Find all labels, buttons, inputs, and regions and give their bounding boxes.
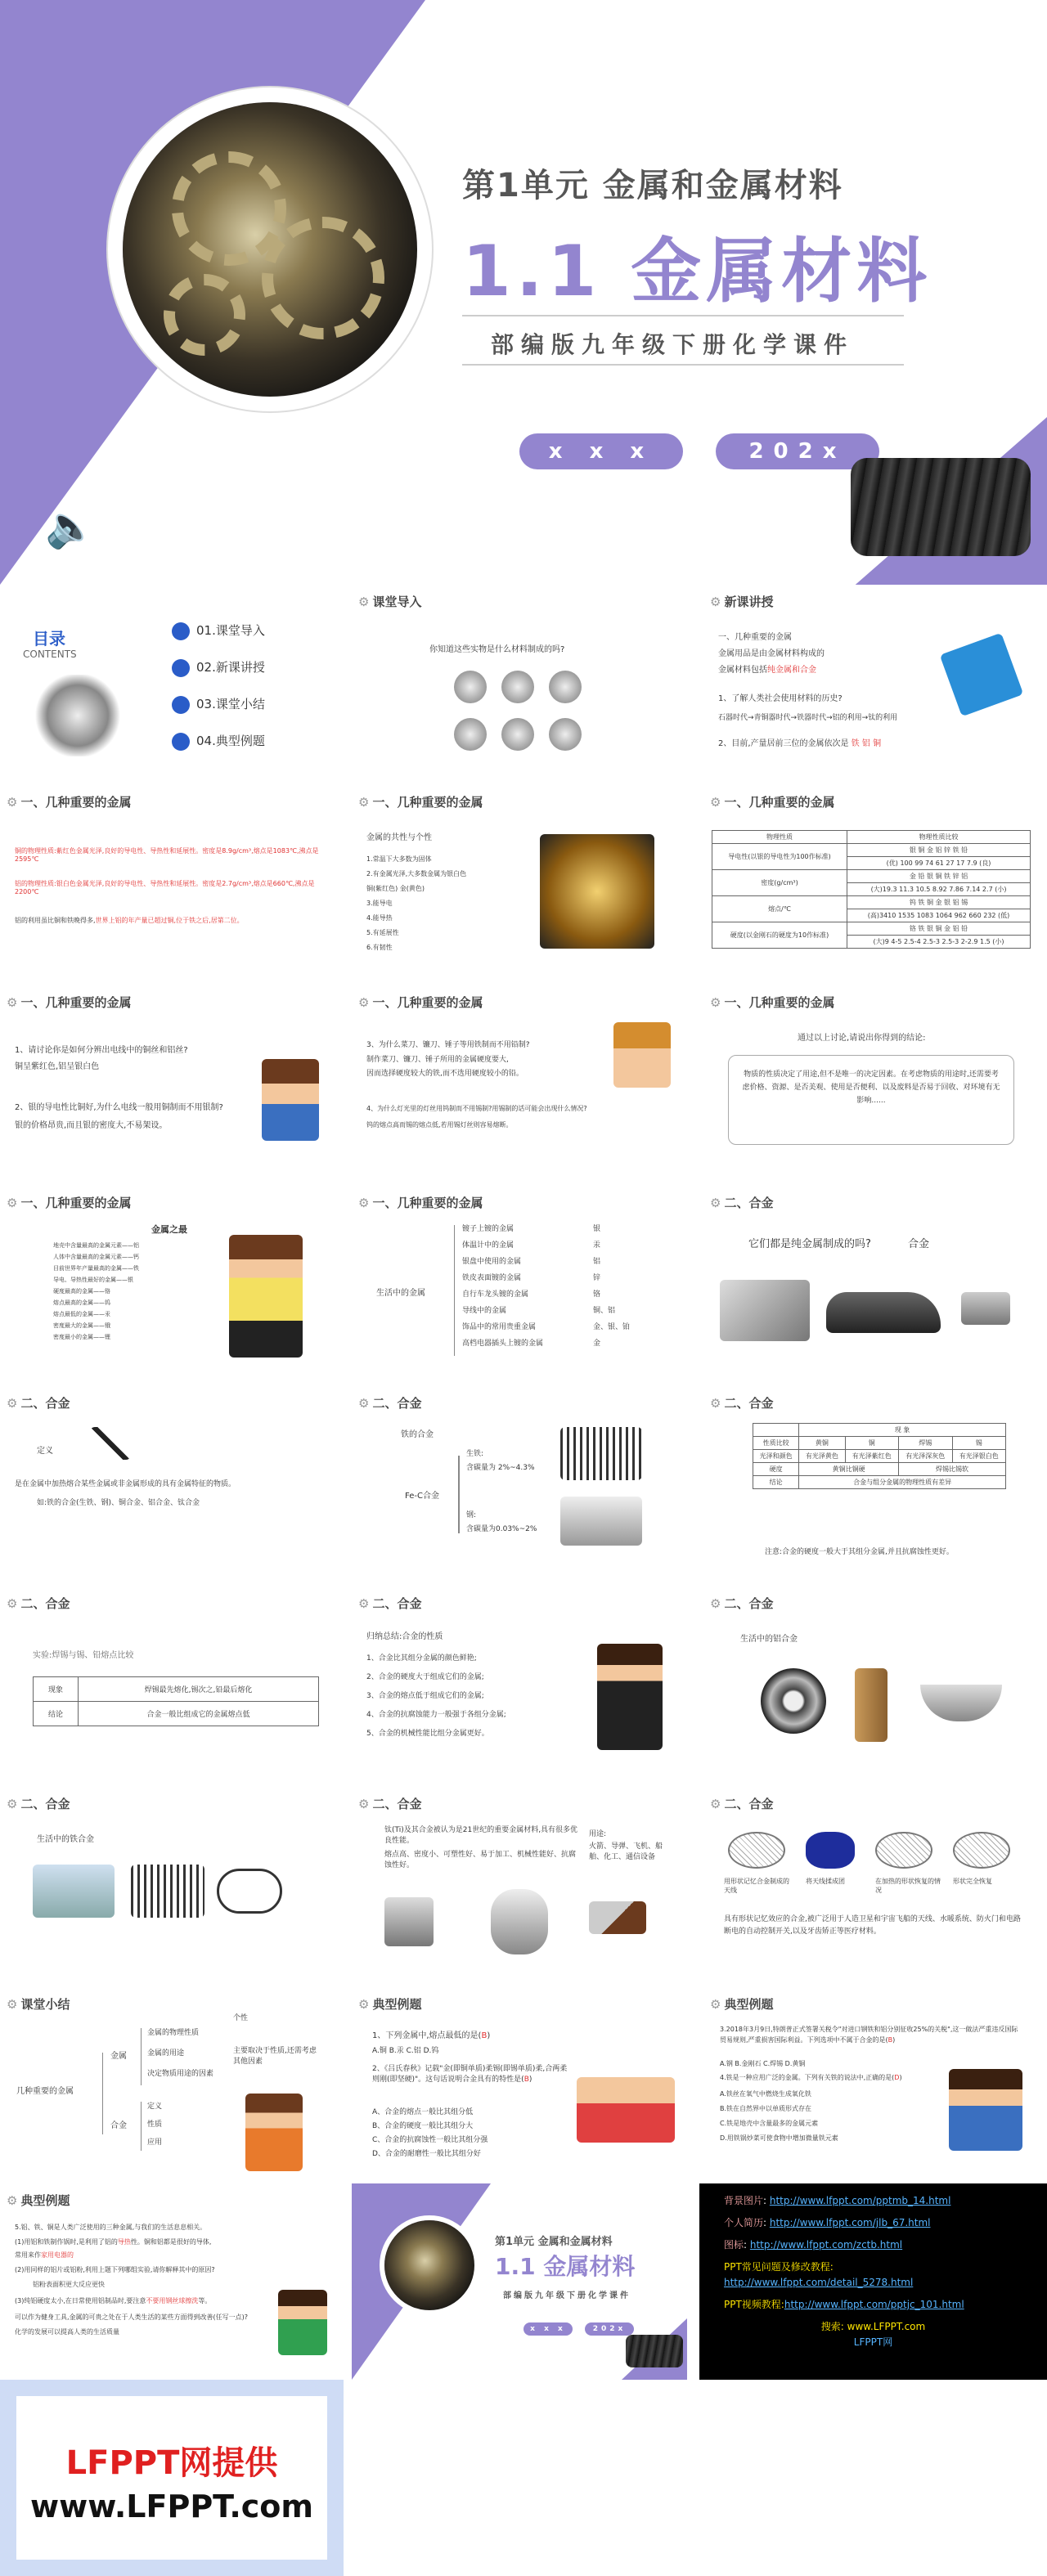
text-line: 4、合金的抗腐蚀能力一般强于各组分金属; (366, 1711, 506, 1719)
text-line: 2、目前,产量居前三位的金属依次是 铁 铝 铜 (718, 739, 882, 748)
tree-item: 应用 (147, 2138, 163, 2147)
tree-branch: 金属 (110, 2052, 127, 2061)
note-line: 注意:合金的硬度一般大于其组分金属,并且抗腐蚀性更好。 (765, 1548, 954, 1556)
slide-alloy-4 (703, 1386, 1039, 1576)
text-line: 实验:焊锡与锡、铅熔点比较 (33, 1651, 134, 1660)
toc-item-3[interactable]: 03.课堂小结 (172, 695, 265, 714)
text-line: 3、合金的熔点低于组成它们的金属; (366, 1692, 484, 1700)
end-subtitle: 部编版九年级下册化学课件 (503, 2291, 631, 2300)
iron-gate-image (560, 1427, 642, 1480)
author-pill: x x x (519, 433, 683, 469)
text-line: D、合金的耐磨性一般比其组分好 (372, 2150, 481, 2158)
slide-heading: ⚙ 一、几种重要的金属 (710, 995, 835, 1010)
ad-link[interactable]: PPT视频教程:http://www.lfppt.com/pptjc_101.html (724, 2299, 964, 2310)
steel-spoons-image (560, 1497, 642, 1546)
ad-brand: LFPPT网 (853, 2336, 893, 2348)
text-line: 火箭、导弹、飞机、船舶、化工、通信设备 (589, 1842, 663, 1861)
alloy-comparison-table: 现 象 性质比较 黄铜 铜 焊锡 锡 光泽和颜色 有光泽黄色 有光泽紫红色 有光泽深灰色 有光泽银白色 硬度 黄铜比铜硬 焊锡比锡软 结论 合金与组分金属的物理性质有差异 (753, 1423, 1006, 1489)
slide-example-1 (352, 1987, 687, 2177)
hero-unit: 第1单元 金属和金属材料 (462, 167, 843, 204)
tree-item: 银盘中使用的金属 (462, 1258, 522, 1266)
answer-line: 银的价格昂贵,而且银的密度大,不易架设。 (15, 1121, 168, 1130)
slide-heading: ⚙ 一、几种重要的金属 (7, 995, 132, 1010)
text-line: C.铁是地壳中含量最多的金属元素 (720, 2120, 819, 2127)
text-line: 人体中含量最高的金属元素——钙 (53, 1254, 139, 1260)
text-line: B、合金的硬度一般比其组分大 (372, 2122, 474, 2130)
text-line: 定义 (37, 1447, 53, 1456)
caption: 将天线揉成团 (806, 1878, 845, 1885)
reading-kids-illustration (577, 2077, 675, 2143)
text-line: (1)用铝和铁制作锅时,是利用了铝的导热性。铜和铝都是很好的导体, (15, 2238, 212, 2246)
slide-example-2 (703, 1987, 1039, 2177)
ad-link[interactable]: 背景图片: http://www.lfppt.com/pptmb_14.html (724, 2195, 951, 2206)
text-line: 1、下列金属中,熔点最低的是(B) (372, 2031, 491, 2040)
text-line: 钛(Ti)及其合金被认为是21世纪的重要金属材料,具有很多优良性能。 (384, 1826, 578, 1845)
tree-value: 铝 (593, 1258, 601, 1266)
ad-search: 搜索: www.LFPPT.com (820, 2321, 926, 2332)
thinking-illustration (613, 1022, 671, 1088)
text-line: 2、银的导电性比铜好,为什么电线一般用铜制而不用银制? (15, 1103, 223, 1112)
tree-item: 主要取决于性质,还需考虑其他因素 (233, 2047, 317, 2066)
slide-alloy-8 (0, 1787, 335, 1977)
tree-value: 金 (593, 1340, 601, 1348)
text-line: 目前世界年产量最高的金属——铁 (53, 1265, 139, 1272)
text-line: 一、几种重要的金属 (718, 633, 792, 642)
cables-image (626, 2335, 683, 2367)
slide-heading: ⚙ 典型例题 (710, 1997, 774, 2012)
bridge-image (33, 1865, 115, 1918)
footer-line-1: LFPPT网提供 (65, 2444, 278, 2482)
slide-heading: ⚙ 二、合金 (710, 1596, 774, 1611)
experiment-table: 现象 焊锡最先熔化,锡次之,铅最后熔化 结论 合金一般比组成它的金属熔点低 (33, 1676, 319, 1726)
text-line: 生铁: (466, 1450, 484, 1458)
slide-alloy-1 (703, 1186, 1039, 1376)
screw-image (384, 1897, 434, 1946)
slide-metal-2 (352, 785, 687, 975)
tree-value: 铜、铝 (593, 1307, 616, 1315)
slide-heading: ⚙ 典型例题 (358, 1997, 422, 2012)
slide-heading: ⚙ 二、合金 (7, 1396, 70, 1411)
slide-metal-4 (0, 985, 335, 1175)
slide-alloy-2 (0, 1386, 335, 1576)
tree-value: 银 (593, 1225, 601, 1233)
divider (462, 315, 904, 316)
text-line: 铜(紫红色) 金(黄色) (366, 885, 425, 892)
gears-image (384, 2220, 474, 2310)
text-line: 熔点最高的金属——钨 (53, 1299, 110, 1306)
ad-link[interactable]: http://www.lfppt.com/detail_5278.html (724, 2277, 914, 2288)
text-line: 金属之最 (151, 1224, 187, 1235)
end-unit: 第1单元 金属和金属材料 (495, 2236, 613, 2248)
text-line: 3.2018年3月9日,特朗普正式签署关税令"对进口钢铁和铝分别征收25%的关税",这一做法严重违反国际贸易规则,严重损害国际利益。下列选项中不属于合金的是(B) (720, 2026, 1018, 2044)
screw-image (961, 1292, 1010, 1325)
tree-item: 个性 (233, 2014, 249, 2022)
tree-item: 自行车龙头镀的金属 (462, 1290, 529, 1299)
slide-heading: ⚙ 二、合金 (710, 1797, 774, 1811)
answer-line: 铝粉表面积更大反应更快 (33, 2281, 105, 2288)
author-pill: x x x (524, 2322, 573, 2336)
text-line: 3.能导电 (366, 900, 393, 907)
faucet-image (720, 1280, 810, 1341)
bicycle-image (217, 1869, 282, 1914)
text-line: 金属材料包括纯金属和合金 (718, 666, 816, 675)
text-line: A.铜 B.汞 C.铝 D.钨 (372, 2047, 439, 2055)
hero-title: 1.1 金属材料 (462, 231, 932, 312)
text-line: 4.能导热 (366, 914, 393, 922)
slide-heading: ⚙ 二、合金 (710, 1396, 774, 1411)
text-line: 1、合金比其组分金属的颜色鲜艳; (366, 1654, 477, 1663)
text-line: 1、请讨论你是如何分辨出电线中的铜丝和铝丝? (15, 1046, 188, 1055)
tree-root: 生活中的金属 (376, 1289, 425, 1298)
footer-line-2[interactable]: www.LFPPT.com (29, 2488, 313, 2524)
tree-branch: 合金 (110, 2121, 127, 2130)
toc-en: CONTENTS (23, 648, 77, 660)
text-line: 3、为什么菜刀、镰刀、锤子等用铁制而不用铅制? (366, 1041, 530, 1049)
tree-item: 高档电器插头上镀的金属 (462, 1340, 544, 1348)
text-line: 密度最大的金属——锇 (53, 1322, 110, 1329)
slide-heading: ⚙ 二、合金 (7, 1797, 70, 1811)
text-line: 归纳总结:合金的性质 (366, 1632, 443, 1641)
slide-summary (0, 1987, 335, 2177)
text-line: 生活中的铁合金 (37, 1835, 94, 1844)
slide-heading: ⚙ 课堂导入 (358, 595, 422, 609)
iron-gate-image (131, 1865, 204, 1918)
tree-item: 饰品中的常用贵重金属 (462, 1323, 537, 1331)
slide-heading: ⚙ 一、几种重要的金属 (358, 795, 483, 810)
text-line: 熔点高、密度小、可塑性好、易于加工、机械性能好、抗腐蚀性好。 (384, 1851, 577, 1869)
text-line: 用途: (589, 1830, 607, 1838)
slide-alloy-5 (0, 1586, 335, 1776)
ad-label: PPT常见问题及修改教程: (724, 2261, 834, 2273)
students-illustration (949, 2069, 1022, 2151)
text-line: 是在金属中加热熔合某些金属或非金属形成的具有金属特征的物质。 (15, 1480, 236, 1488)
text-line: 5.有延展性 (366, 929, 399, 936)
tree-item: 金属的物理性质 (147, 2029, 200, 2037)
slide-heading: ⚙ 二、合金 (7, 1596, 70, 1611)
gears-image (123, 102, 417, 397)
tree-value: 汞 (593, 1241, 601, 1250)
slide-heading: ⚙ 一、几种重要的金属 (7, 795, 132, 810)
slide-metal-7 (0, 1186, 335, 1376)
tree-item: 定义 (147, 2103, 163, 2111)
wheel-image (761, 1668, 826, 1734)
text-line: 1、了解人类社会使用材料的历史? (718, 694, 843, 703)
slide-metal-3 (703, 785, 1039, 975)
slide-metal-6 (703, 985, 1039, 1175)
toc-item-1[interactable]: 01.课堂导入 (172, 622, 265, 640)
cables-image (851, 458, 1031, 556)
text-line: 它们都是纯金属制成的吗? (748, 1238, 871, 1250)
caption: 形状完全恢复 (953, 1878, 992, 1885)
student-illustration (278, 2290, 327, 2355)
year-pill: 202x (585, 2322, 634, 2336)
text-line: (3)纯铝硬度太小,在日常使用铝制品时,要注意不要用钢丝球擦洗等。 (15, 2297, 212, 2304)
tree-item: 性质 (147, 2120, 163, 2129)
slide-heading: ⚙ 二、合金 (358, 1596, 422, 1611)
antenna-image (875, 1832, 932, 1869)
slide-alloy-6 (352, 1586, 687, 1776)
text-line: 通过以上讨论,请说出你得到的结论: (798, 1034, 926, 1043)
text-line: 2.有金属光泽,大多数金属为银白色 (366, 870, 467, 877)
tree-item: 镀子上镀的金属 (462, 1225, 515, 1233)
text-line: 石器时代→青铜器时代→铁器时代→铝的利用→钛的利用 (718, 714, 898, 722)
chains-image (540, 834, 654, 949)
tree-item: 决定物质用途的因素 (147, 2070, 214, 2078)
ad-panel (699, 2183, 1047, 2380)
slide-heading: ⚙ 二、合金 (710, 1196, 774, 1210)
answer-line: 因而选择硬度较大的铁,而不选用硬度较小的铅。 (366, 1070, 524, 1078)
tree-value: 锌 (593, 1274, 601, 1282)
slide-heading: ⚙ 一、几种重要的金属 (7, 1196, 132, 1210)
gear-illustration (33, 675, 123, 756)
tree-root: 几种重要的金属 (16, 2087, 74, 2096)
text-line: 熔点最低的金属——汞 (53, 1311, 110, 1317)
text-line: 金属的共性与个性 (366, 833, 432, 842)
crumpled-antenna-image (806, 1832, 855, 1869)
answer-line: 钨的熔点高而锡的熔点低,若用锡灯丝则容易熔断。 (366, 1121, 513, 1129)
pen-icon (90, 1427, 131, 1460)
conclusion-box: 物质的性质决定了用途,但不是唯一的决定因素。在考虑物质的用途时,还需要考虑价格、资源、是否美观、使用是否便利、以及废料是否易于回收、对环境有无影响...... (728, 1055, 1014, 1145)
title-slide (0, 0, 1047, 585)
toc-title: 目录 (33, 629, 65, 648)
wok-image (920, 1685, 1002, 1721)
year-pill: 202x (716, 433, 879, 469)
property-table: 物理性质 物理性质比较 导电性(以银的导电性为100作标准) 银 铜 金 铝 锌 铁 铅 (优) 100 99 74 61 27 17 7.9 (良) 密度(g/cm³) 金 铅 银 铜 铁 锌 铝 (大)19.3 11.3 10.5 8.92 7.86 7.14 2.7 (小) 熔点/℃ 钨 铁 铜 金 银 铝 锡 (高)3410 1535 1083 1064 962 660 232 (低) 硬度(以金刚石的硬度为10作标准) 铬 铁 银 铜 金 铝 铅 (大)9 4-5 2.5-4 2.5-3 2.5-3 2-2.9 1.5 (小) (712, 830, 1031, 949)
slide-alloy-7 (703, 1586, 1039, 1776)
slide-alloy-3 (352, 1386, 687, 1576)
answer-line: 化学的发展可以提高人类的生活质量 (15, 2328, 119, 2336)
slide-alloy-10 (703, 1787, 1039, 1977)
text-line: 6.有韧性 (366, 944, 393, 951)
slide-heading: ⚙ 一、几种重要的金属 (710, 795, 835, 810)
text-line: 地壳中含量最高的金属元素——铝 (53, 1242, 139, 1249)
teacher-illustration (229, 1235, 303, 1358)
text-line: 如:铁的合金(生铁、钢)、铜合金、铝合金、钛合金 (37, 1499, 200, 1507)
tree-item: 导线中的金属 (462, 1307, 507, 1315)
ad-link[interactable]: 个人简历: http://www.lfppt.com/jlb_67.html (724, 2217, 931, 2228)
slide-heading: ⚙ 新课讲授 (710, 595, 774, 609)
text-line: D.用铁锅炒菜可使食物中增加微量铁元素 (720, 2134, 838, 2142)
text-line: 4、为什么灯光里的灯丝用钨制而不用锡制?用锡制的话可能会出现什么情况? (366, 1105, 587, 1112)
ad-link[interactable]: 图标: http://www.lfppt.com/zctb.html (724, 2239, 903, 2251)
teacher-illustration (262, 1059, 319, 1141)
text-line: A.铁丝在氧气中燃烧生成氧化铁 (720, 2090, 811, 2098)
bolts-image (454, 671, 585, 751)
text-line: 生活中的铝合金 (740, 1635, 798, 1644)
antenna-image (953, 1832, 1010, 1869)
footer-banner (0, 2380, 344, 2576)
toc-item-2[interactable]: 02.新课讲授 (172, 658, 265, 677)
text-line: 可以作为健身工具,金属的可贵之处在于人类生活的某些方面得到改善(任写一点)? (15, 2313, 249, 2321)
tree-item: 体温计中的金属 (462, 1241, 515, 1250)
speaker-icon[interactable]: 🔈 (45, 503, 97, 550)
robot-image (491, 1889, 548, 1954)
end-title: 1.1 金属材料 (495, 2253, 636, 2280)
text-line: 合金 (908, 1238, 930, 1250)
slide-new-lesson (703, 585, 1039, 774)
text-line: 铝的物理性质:银白色金属光泽,良好的导电性、导热性和延展性。密度是2.7g/cm³,熔点是660℃,沸点是2200℃ (15, 880, 315, 895)
slide-heading: ⚙ 典型例题 (7, 2193, 70, 2208)
text-line: Fe-C合金 (405, 1492, 439, 1501)
text-line: 5、合金的机械性能比组分金属更好。 (366, 1730, 489, 1738)
slide-metal-5 (352, 985, 687, 1175)
caption: 在加热的形状恢复的情况 (875, 1878, 941, 1894)
text-line: 4.铁是一种应用广泛的金属。下列有关铁的说法中,正确的是(D) (720, 2074, 902, 2081)
slide-intro (352, 585, 687, 774)
tree-item: 铁皮表面镀的金属 (462, 1274, 522, 1282)
tree-item: 金属的用途 (147, 2049, 185, 2058)
text-line: 铝的利用虽比铜和铁晚得多,世界上铝的年产量已超过铜,位于铁之后,居第二位。 (15, 917, 244, 924)
text-line: (2)用同样的铝片或铝粉,利用上题下列哪组实验,请你解释其中的原因? (15, 2266, 215, 2273)
text-line: A、合金的熔点一般比其组分低 (372, 2108, 474, 2116)
answer-line: 制作菜刀、镰刀、锤子所用的金属硬度要大, (366, 1056, 509, 1064)
divider (462, 364, 904, 366)
text-line: 5.铝、铁、铜是人类广泛使用的三种金属,与我们的生活息息相关。 (15, 2224, 207, 2231)
slide-metal-1 (0, 785, 335, 975)
text-line: 导电、导热性最好的金属——银 (53, 1277, 133, 1283)
text-line: C、合金的抗腐蚀性一般比其组分强 (372, 2136, 488, 2144)
text-line: 常用来作家用电器的 (15, 2251, 74, 2259)
student-illustration (245, 2094, 303, 2171)
answer-line: 铜呈紫红色,铝呈银白色 (15, 1062, 100, 1071)
slide-heading: ⚙ 二、合金 (358, 1396, 422, 1411)
door-handle-image (855, 1668, 887, 1742)
intro-question: 你知道这些实物是什么材料制成的吗? (429, 645, 565, 654)
text-line: 1.常温下大多数为固体 (366, 855, 432, 863)
slide-end (352, 2183, 687, 2380)
slide-toc (0, 585, 335, 774)
book-illustration (940, 633, 1024, 717)
slide-heading: ⚙ 二、合金 (358, 1797, 422, 1811)
text-line: 具有形状记忆效应的合金,被广泛用于人造卫星和宇宙飞船的天线、水暖系统、防火门和电路断电的自动控制开关,以及牙齿矫正等医疗材料。 (724, 1915, 1021, 1936)
text-line: 2、合金的硬度大于组成它们的金属; (366, 1673, 484, 1681)
teacher-illustration (597, 1644, 663, 1750)
text-line: 铜的物理性质:紫红色金属光泽,良好的导电性、导热性和延展性。密度是8.9g/cm³,熔点是1083℃,沸点是2595℃ (15, 847, 319, 863)
antenna-image (728, 1832, 785, 1869)
hero-subtitle: 部编版九年级下册化学课件 (491, 331, 855, 358)
knife-image (589, 1901, 646, 1934)
text-line: 密度最小的金属——锂 (53, 1334, 110, 1340)
text-line: A.钢 B.金刚石 C.焊锡 D.黄铜 (720, 2060, 806, 2067)
slide-example-3 (0, 2183, 335, 2380)
slide-heading: ⚙ 课堂小结 (7, 1997, 70, 2012)
text-line: 含碳量为0.03%~2% (466, 1525, 537, 1533)
tree-value: 金、银、铂 (593, 1323, 631, 1331)
car-image (826, 1292, 941, 1333)
text-line: 金属用品是由金属材料构成的 (718, 649, 825, 658)
toc-item-4[interactable]: 04.典型例题 (172, 732, 265, 751)
slide-metal-8 (352, 1186, 687, 1376)
text-line: 含碳量为 2%~4.3% (466, 1464, 535, 1472)
text-line: 钢: (466, 1511, 477, 1519)
tree-value: 铬 (593, 1290, 601, 1299)
slide-heading: ⚙ 一、几种重要的金属 (358, 1196, 483, 1210)
text-line: 硬度最高的金属——铬 (53, 1288, 110, 1295)
text-line: B.铁在自然界中以单质形式存在 (720, 2105, 812, 2112)
caption: 用形状记忆合金制成的天线 (724, 1878, 789, 1894)
slide-heading: ⚙ 一、几种重要的金属 (358, 995, 483, 1010)
text-line: 2、《吕氏春秋》记载"金(即铜单质)柔锡(即锡单质)柔,合两柔则刚(即坚硬)"。这句话说明合金具有的特性是(B) (372, 2065, 568, 2084)
text-line: 铁的合金 (401, 1430, 434, 1439)
slide-alloy-9 (352, 1787, 687, 1977)
